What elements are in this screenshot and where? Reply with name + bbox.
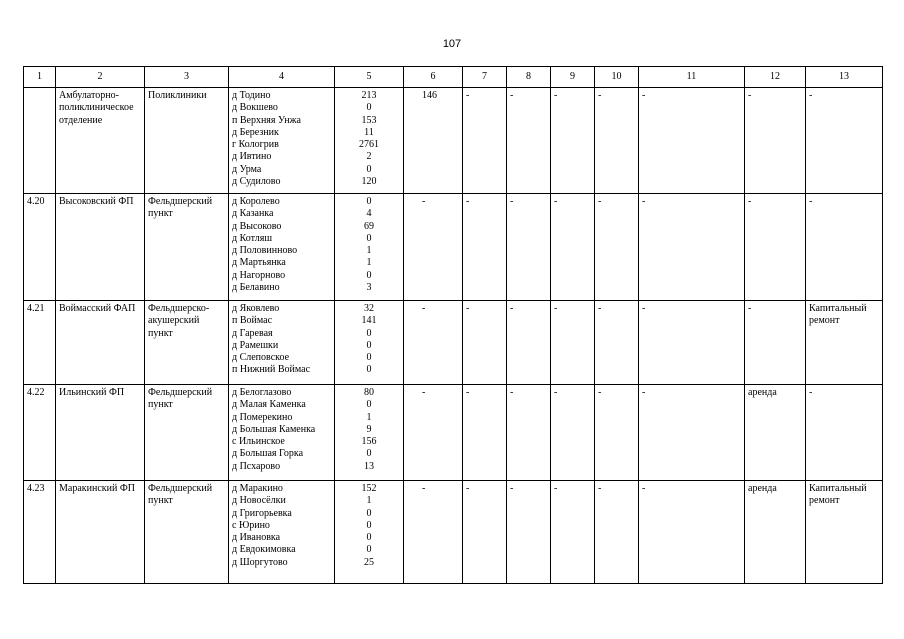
col9-value: -	[554, 387, 558, 398]
row-number-cell	[24, 194, 56, 301]
row-number-cell	[24, 88, 56, 194]
settlement-name: д Белавино	[232, 282, 280, 294]
settlement-name: с Юрино	[232, 519, 270, 531]
col13-value: Капитальный ремонт	[809, 303, 867, 327]
row-number-cell	[24, 385, 56, 481]
settlement-name: д Евдокимовка	[232, 544, 296, 556]
col12-value: -	[748, 303, 752, 314]
col10-value-cell	[595, 481, 639, 584]
facility-type-cell	[145, 88, 229, 194]
row-number	[24, 88, 55, 92]
facility-type-cell	[145, 301, 229, 385]
facility-name-cell	[56, 385, 145, 481]
population-value: 153	[361, 114, 377, 126]
col13-value-cell	[806, 481, 883, 584]
settlement-name: д Малая Каменка	[232, 399, 306, 411]
col6-value-cell	[404, 194, 463, 301]
population-value: 0	[366, 399, 372, 411]
population-value: 2761	[359, 139, 379, 151]
population-value: 0	[366, 196, 372, 207]
col8-value-cell	[507, 301, 551, 385]
col7-value: -	[466, 483, 470, 494]
col13-value: -	[809, 90, 813, 101]
table-row	[24, 194, 883, 301]
row-number: 4.20	[27, 196, 45, 207]
col12-value: аренда	[748, 483, 777, 494]
population-value: 0	[366, 532, 372, 544]
row-number: 4.23	[27, 483, 45, 494]
col9-value: -	[554, 303, 558, 314]
settlement-name-cell	[229, 385, 335, 481]
population-value: 0	[366, 269, 372, 281]
facility-name: Маракинский ФП	[59, 483, 135, 494]
col9-value: -	[554, 90, 558, 101]
population-value: 0	[366, 339, 372, 351]
col13-value-cell	[806, 88, 883, 194]
settlement-name: д Псхарово	[232, 460, 281, 472]
settlement-name: д Половинново	[232, 245, 298, 257]
col7-value-cell	[463, 88, 507, 194]
facility-name-cell	[56, 88, 145, 194]
col12-value-cell	[745, 385, 806, 481]
population-value-cell	[335, 385, 404, 481]
column-header: 4	[229, 67, 335, 88]
facility-type: Фельдшерский пункт	[148, 196, 213, 220]
population-value-cell	[335, 88, 404, 194]
population-value: 2	[366, 151, 372, 163]
column-header: 10	[595, 67, 639, 88]
facility-type: Фельдшерско-акушерский пункт	[148, 303, 210, 339]
facility-name: Амбулаторно-поликлиническое отделение	[59, 90, 134, 126]
table-row	[24, 481, 883, 584]
column-header: 1	[24, 67, 56, 88]
col12-value-cell	[745, 481, 806, 584]
population-value: 0	[366, 507, 372, 519]
settlement-name-cell	[229, 194, 335, 301]
settlement-name: д Казанка	[232, 208, 274, 220]
col8-value: -	[510, 483, 514, 494]
col12-value: -	[748, 196, 752, 207]
settlement-name: д Гаревая	[232, 327, 273, 339]
col11-value: -	[642, 483, 646, 494]
population-value: 80	[364, 387, 374, 398]
population-value: 0	[366, 448, 372, 460]
col8-value: -	[510, 90, 514, 101]
col11-value: -	[642, 196, 646, 207]
col12-value-cell	[745, 88, 806, 194]
settlement-name: г Кологрив	[232, 139, 279, 151]
settlement-name: д Яковлево	[232, 303, 280, 314]
col10-value-cell	[595, 385, 639, 481]
facility-type: Фельдшерский пункт	[148, 483, 213, 507]
col12-value-cell	[745, 194, 806, 301]
settlement-name-cell	[229, 88, 335, 194]
col12-value-cell	[745, 301, 806, 385]
column-header: 2	[56, 67, 145, 88]
col6-value: -	[422, 196, 426, 207]
population-value: 152	[361, 483, 377, 494]
population-value: 69	[364, 220, 374, 232]
col7-value-cell	[463, 194, 507, 301]
column-header: 5	[335, 67, 404, 88]
col6-value: 146	[422, 90, 437, 101]
col13-value: -	[809, 387, 813, 398]
col6-value-cell	[404, 88, 463, 194]
settlement-name: д Березник	[232, 126, 279, 138]
population-value: 32	[364, 303, 374, 314]
population-value: 13	[364, 460, 374, 472]
settlement-name-cell	[229, 301, 335, 385]
facility-name-cell	[56, 194, 145, 301]
facility-type-cell	[145, 194, 229, 301]
settlement-name: д Большая Каменка	[232, 423, 316, 435]
population-value: 1	[366, 257, 372, 269]
col11-value-cell	[639, 385, 745, 481]
col10-value: -	[598, 90, 602, 101]
col8-value-cell	[507, 194, 551, 301]
col10-value: -	[598, 303, 602, 314]
population-value: 120	[361, 176, 377, 188]
col10-value: -	[598, 196, 602, 207]
settlement-name: д Померекино	[232, 411, 293, 423]
settlement-name: д Котляш	[232, 232, 273, 244]
col7-value: -	[466, 90, 470, 101]
facility-name: Ильинский ФП	[59, 387, 125, 398]
facility-type: Поликлиники	[148, 90, 207, 101]
population-value: 0	[366, 544, 372, 556]
col13-value: -	[809, 196, 813, 207]
population-value-cell	[335, 301, 404, 385]
row-number: 4.21	[27, 303, 45, 314]
col9-value-cell	[551, 194, 595, 301]
col7-value-cell	[463, 301, 507, 385]
table-row	[24, 301, 883, 385]
col7-value-cell	[463, 481, 507, 584]
col8-value-cell	[507, 385, 551, 481]
settlement-name-cell	[229, 481, 335, 584]
settlement-name: д Высоково	[232, 220, 282, 232]
settlement-name: д Ивтино	[232, 151, 272, 163]
population-value: 25	[364, 556, 374, 568]
column-header: 7	[463, 67, 507, 88]
col9-value: -	[554, 483, 558, 494]
settlement-name: д Белоглазово	[232, 387, 292, 398]
col9-value: -	[554, 196, 558, 207]
population-value: 9	[366, 423, 372, 435]
facility-type-cell	[145, 481, 229, 584]
settlement-name: д Судилово	[232, 176, 281, 188]
col10-value-cell	[595, 194, 639, 301]
col6-value: -	[422, 483, 426, 494]
col11-value-cell	[639, 301, 745, 385]
population-value: 0	[366, 352, 372, 364]
settlement-name: д Урма	[232, 163, 262, 175]
col6-value-cell	[404, 481, 463, 584]
population-value: 141	[361, 315, 377, 327]
col6-value-cell	[404, 301, 463, 385]
settlement-name: д Григорьевка	[232, 507, 292, 519]
facility-name-cell	[56, 481, 145, 584]
col11-value: -	[642, 387, 646, 398]
col8-value: -	[510, 303, 514, 314]
settlement-name: д Шоргутово	[232, 556, 288, 568]
col11-value-cell	[639, 88, 745, 194]
population-value: 213	[361, 90, 377, 101]
column-header: 13	[806, 67, 883, 88]
facility-name: Высоковский ФП	[59, 196, 134, 207]
col8-value: -	[510, 196, 514, 207]
col12-value: -	[748, 90, 752, 101]
col13-value-cell	[806, 385, 883, 481]
col9-value-cell	[551, 301, 595, 385]
row-number: 4.22	[27, 387, 45, 398]
population-value: 4	[366, 208, 372, 220]
col10-value: -	[598, 483, 602, 494]
facilities-table	[23, 66, 883, 584]
col12-value: аренда	[748, 387, 777, 398]
population-value: 1	[366, 495, 372, 507]
col7-value: -	[466, 303, 470, 314]
col6-value-cell	[404, 385, 463, 481]
settlement-name: п Воймас	[232, 315, 273, 327]
col9-value-cell	[551, 481, 595, 584]
settlement-name: д Королево	[232, 196, 280, 207]
col7-value: -	[466, 387, 470, 398]
col10-value: -	[598, 387, 602, 398]
header-row	[24, 67, 883, 88]
population-value: 11	[364, 126, 374, 138]
population-value: 0	[366, 102, 372, 114]
facility-name: Воймасский ФАП	[59, 303, 136, 314]
column-header: 3	[145, 67, 229, 88]
col9-value-cell	[551, 88, 595, 194]
facility-name-cell	[56, 301, 145, 385]
population-value: 0	[366, 364, 372, 376]
facility-type: Фельдшерский пункт	[148, 387, 213, 411]
col13-value-cell	[806, 301, 883, 385]
col13-value-cell	[806, 194, 883, 301]
settlement-name: д Нагорново	[232, 269, 286, 281]
population-value: 0	[366, 163, 372, 175]
population-value: 156	[361, 436, 377, 448]
table-row	[24, 385, 883, 481]
col11-value-cell	[639, 194, 745, 301]
settlement-name: п Верхняя Унжа	[232, 114, 301, 126]
column-header: 12	[745, 67, 806, 88]
column-header: 11	[639, 67, 745, 88]
col10-value-cell	[595, 301, 639, 385]
col11-value: -	[642, 90, 646, 101]
population-value: 3	[366, 282, 372, 294]
col6-value: -	[422, 387, 426, 398]
population-value-cell	[335, 194, 404, 301]
col8-value-cell	[507, 88, 551, 194]
facility-type-cell	[145, 385, 229, 481]
settlement-name: д Большая Горка	[232, 448, 304, 460]
settlement-name: д Ивановка	[232, 532, 281, 544]
col8-value: -	[510, 387, 514, 398]
population-value: 0	[366, 232, 372, 244]
row-number-cell	[24, 301, 56, 385]
settlement-name: д Мартьянка	[232, 257, 286, 269]
col11-value: -	[642, 303, 646, 314]
population-value-cell	[335, 481, 404, 584]
population-value: 1	[366, 245, 372, 257]
col6-value: -	[422, 303, 426, 314]
col10-value-cell	[595, 88, 639, 194]
col9-value-cell	[551, 385, 595, 481]
row-number-cell	[24, 481, 56, 584]
population-value: 0	[366, 519, 372, 531]
settlement-name: д Новосёлки	[232, 495, 286, 507]
population-value: 1	[366, 411, 372, 423]
page-number: 107	[442, 38, 462, 50]
table-row	[24, 88, 883, 194]
settlement-name: д Маракино	[232, 483, 283, 494]
col7-value-cell	[463, 385, 507, 481]
settlement-name: д Вокшево	[232, 102, 278, 114]
settlement-name: д Слеповское	[232, 352, 290, 364]
column-header: 9	[551, 67, 595, 88]
col7-value: -	[466, 196, 470, 207]
settlement-name: д Тодино	[232, 90, 271, 101]
col11-value-cell	[639, 481, 745, 584]
settlement-name: п Нижний Воймас	[232, 364, 311, 376]
col8-value-cell	[507, 481, 551, 584]
settlement-name: с Ильинское	[232, 436, 285, 448]
col13-value: Капитальный ремонт	[809, 483, 867, 507]
settlement-name: д Рамешки	[232, 339, 279, 351]
column-header: 6	[404, 67, 463, 88]
column-header: 8	[507, 67, 551, 88]
population-value: 0	[366, 327, 372, 339]
